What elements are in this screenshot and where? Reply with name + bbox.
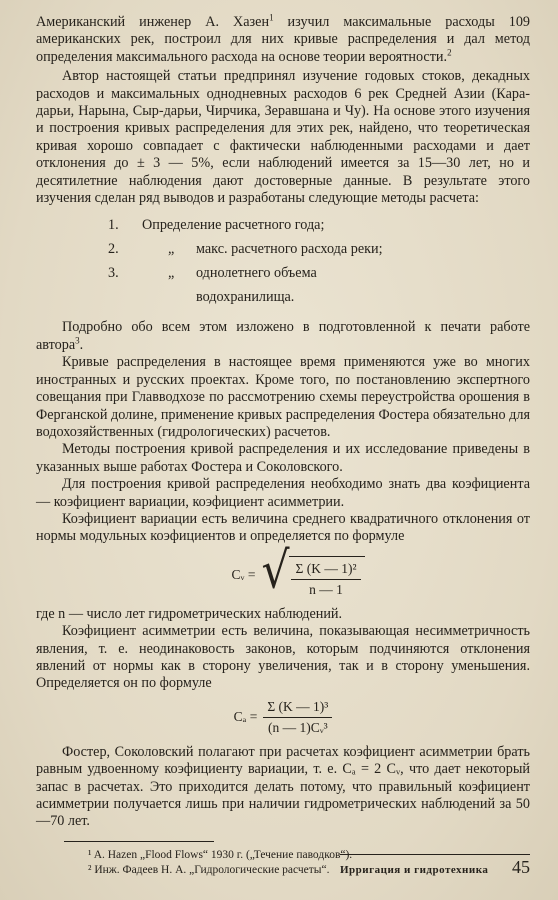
footnote-divider — [64, 841, 214, 842]
sqrt-body — [289, 556, 364, 598]
method-item — [108, 261, 530, 285]
method-text: макс. расчетного расхода реки; — [196, 241, 383, 258]
paragraph — [36, 744, 530, 831]
paragraph: Кривые распределения в настоящее время применяются уже во многих иностранных и русских проектах. Кроме того, по постановлению экспертного совещания при Главводхозе по рассмотрению схемы переустройства орошения в Ферганской долине, применение кривых распределения Фостера обязательно для водохозяйственных (гидрологических) расчетов. — [36, 354, 530, 440]
paragraph: Методы построения кривой распределения и их исследование приведены в указанных выше работах Фостера и Соколовского. — [36, 441, 530, 475]
method-number: 1. — [108, 217, 119, 234]
fraction-numerator: Σ (K — 1)³ — [263, 699, 332, 718]
footnote: ² Инж. Фадеев Н. А. „Гидрологические расчеты“. — [88, 863, 330, 876]
method-text-continuation: водохранилища. — [196, 289, 295, 306]
method-item — [108, 213, 530, 237]
method-number: 2. — [108, 241, 119, 258]
method-number: 3. — [108, 265, 119, 282]
ditto-mark: „ — [168, 241, 175, 258]
page-number: 45 — [512, 857, 530, 877]
ditto-mark: „ — [168, 265, 175, 282]
footnote-ref: 2 — [447, 47, 452, 58]
method-item — [108, 237, 530, 261]
fraction-denominator: n — 1 — [309, 581, 343, 597]
method-text: однолетнего объема — [196, 265, 317, 282]
fraction-denominator: (n — 1)Cᵥ³ — [267, 719, 328, 735]
formula-lhs: Cᵥ = — [231, 566, 256, 582]
paragraph: где n — число лет гидрометрических наблюдений. — [36, 605, 343, 622]
paragraph-text: Фостер, Соколовский полагают при расчетах коэфициент асимметрии брать равным удвоенному коэфициенту вариации, т. е. — [36, 743, 530, 778]
paragraph: Подробно обо всем этом изложено в подготовленной к печати работе автора$^3$. — [36, 319, 530, 353]
footnote: ¹ A. Hazen „Flood Flows“ 1930 г. („Течение паводков“). — [88, 848, 353, 861]
paragraph: Коэфициент вариации есть величина среднего квадратичного отклонения от нормы модульных коэфициентов и определяется по формуле — [36, 510, 530, 545]
paragraph-text: изучил максимальные расходы 109 американских рек, построил для них кривые распределения и дал метод определения максимального расхода на основе теории вероятности. — [36, 14, 531, 65]
paragraph-text: Американский инженер А. Хазен — [36, 14, 270, 30]
paragraph — [36, 14, 530, 66]
sqrt-sign-icon: √ — [261, 541, 290, 601]
paragraph: Автор настоящей статьи предпринял изучение годовых стоков, декадных расходов и максимальных однодневных расходов 6 рек Средней Азии (Кара-дарьи, Нарына, Сыр-дарьи, Чирчика, Зеравшана и Чу). На основе этого изучения и построения кривых распределения для этих рек, найдено, что теоретическая кривая хорошо совпадает с фактически наблюденными расходами и дает отклонения до ± 3 — 5%, если наблюдений имеется за 15—30 лет, но и десятилетние наблюдения дают достоверные данные. В результате этого изучения сделан ряд выводов и разработаны следующие методы расчета: — [36, 68, 530, 207]
footnote-ref: 1 — [269, 12, 274, 23]
formula-cv — [66, 541, 530, 601]
paragraph: Коэфициент асимметрии есть величина, показывающая несимметричность явления, т. е. неодинаковость законов, которым подчиняются отклонения явлений от нормы как в сторону увеличения, так и в сторону уменьшения. Определяется он по формуле — [36, 623, 530, 692]
fraction-numerator: Σ (K — 1)² — [291, 561, 360, 580]
fraction — [291, 561, 360, 598]
paragraph-text: , что дает некоторый запас в расчетах. Это приходится делать потому, что правильный коэфициент асимметрии получается лишь при наличии гидрометрических наблюдений за 50—70 лет. — [36, 761, 530, 830]
fraction — [263, 699, 332, 736]
methods-list — [108, 213, 530, 309]
method-text: Определение расчетного года; — [142, 217, 325, 234]
formula-lhs: Cₐ = — [233, 709, 258, 725]
inline-formula: Cₐ = 2 Cᵥ — [342, 761, 401, 778]
paragraph-text: Подробно обо всем этом изложено в подготовленной к печати работе автора — [36, 319, 530, 353]
footnote-ref: 3 — [75, 335, 80, 346]
running-title: Ирригация и гидротехника — [340, 864, 489, 876]
running-footer — [340, 854, 530, 878]
paragraph: Для построения кривой распределения необходимо знать два коэфициента — коэфициент вариации, коэфициент асимметрии. — [36, 476, 530, 510]
sqrt — [261, 541, 364, 601]
formula-ca — [36, 699, 530, 736]
